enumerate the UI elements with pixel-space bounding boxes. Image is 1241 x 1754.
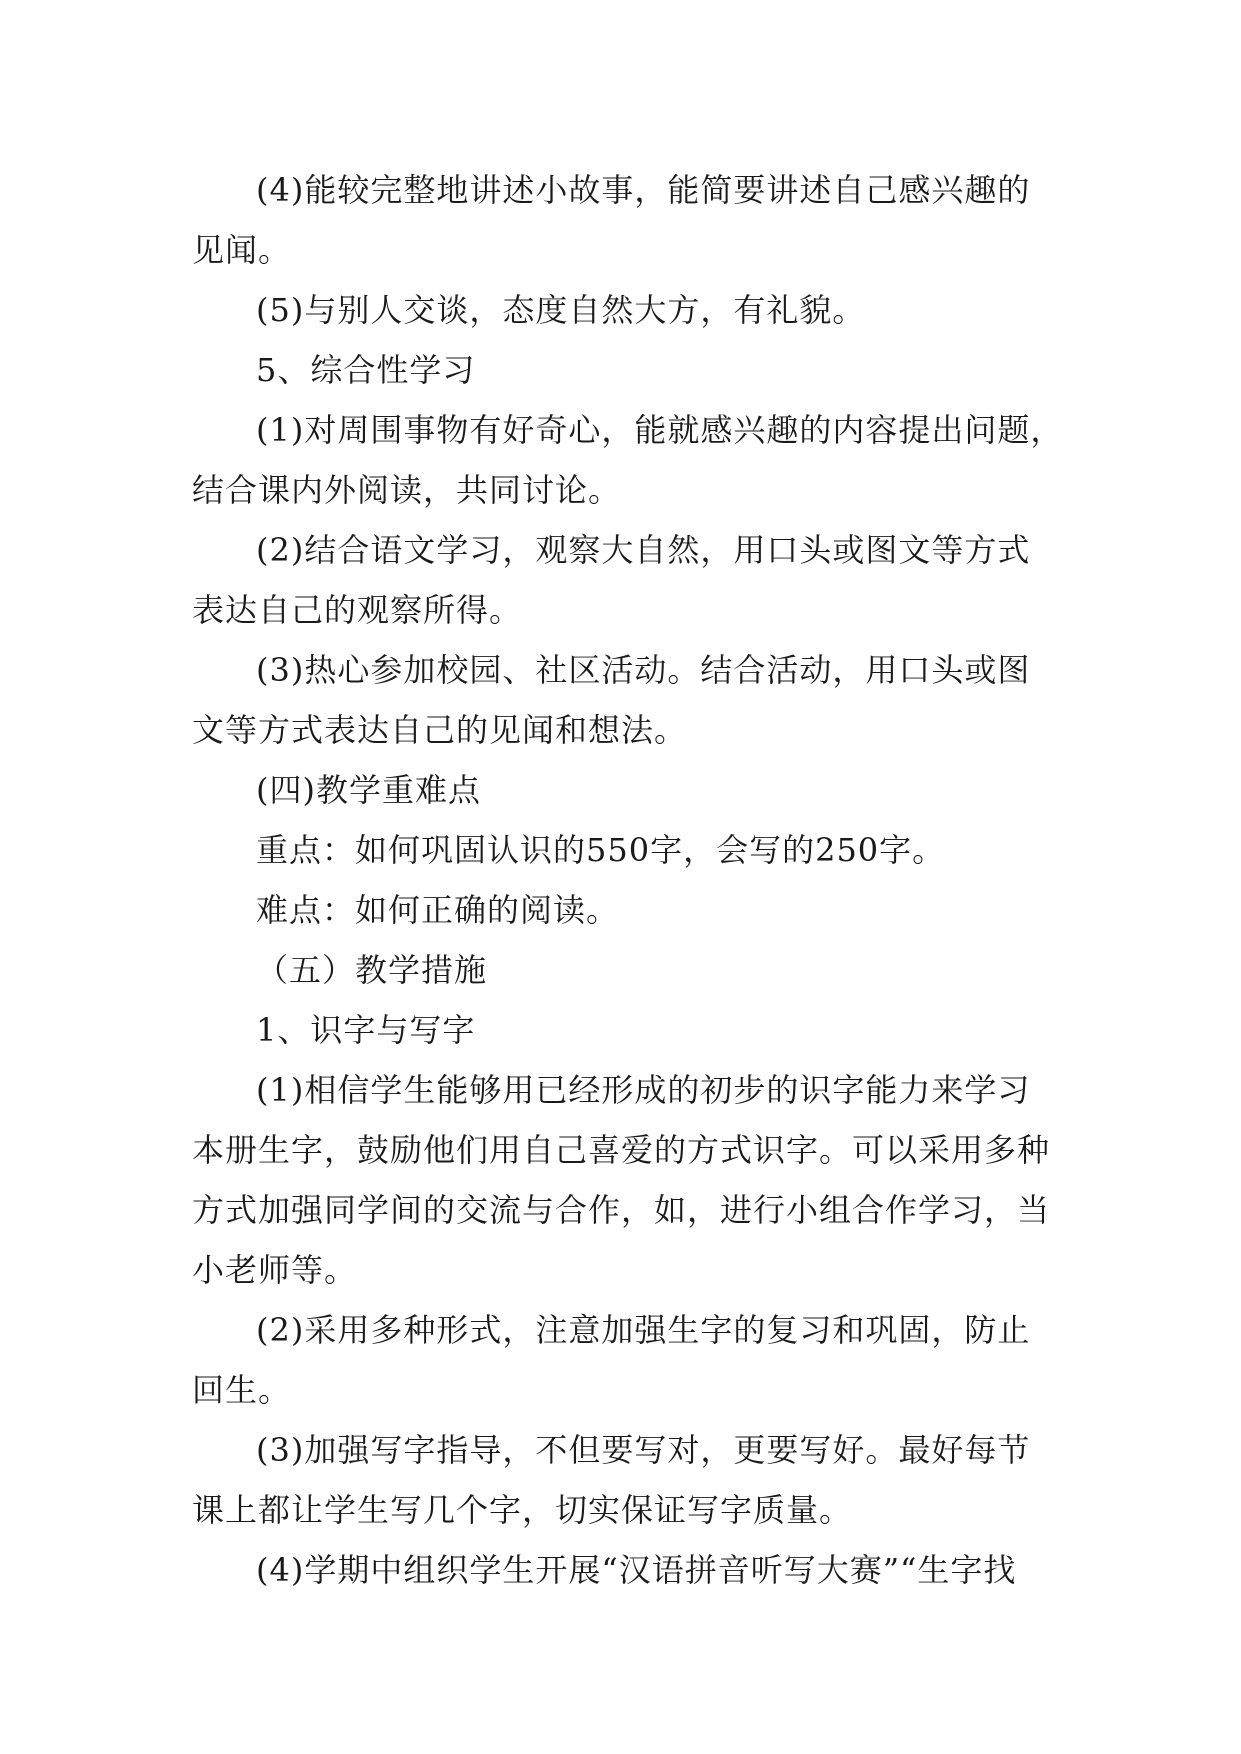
text-line: 课上都让学生写几个字，切实保证写字质量。 (192, 1491, 853, 1529)
text-line: 回生。 (192, 1371, 292, 1409)
text-line: 文等方式表达自己的见闻和想法。 (192, 711, 688, 749)
text-line: (5)与别人交谈，态度自然大方，有礼貌。 (256, 291, 866, 329)
text-line: (3)热心参加校园、社区活动。结合活动，用口头或图 (256, 651, 1031, 689)
text-line: (3)加强写字指导，不但要写对，更要写好。最好每节 (256, 1431, 1031, 1469)
text-line: 难点：如何正确的阅读。 (256, 891, 620, 929)
text-line: (2)采用多种形式，注意加强生字的复习和巩固，防止 (256, 1311, 1031, 1349)
text-line: 本册生字，鼓励他们用自己喜爱的方式识字。可以采用多种 (192, 1131, 1051, 1169)
text-line: (4)学期中组织学生开展“汉语拼音听写大赛”“生字找 (256, 1551, 1017, 1589)
text-line: (1)对周围事物有好奇心，能就感兴趣的内容提出问题， (256, 411, 1064, 449)
text-line: 方式加强同学间的交流与合作，如，进行小组合作学习，当 (192, 1191, 1051, 1229)
section-heading: (四)教学重难点 (256, 771, 481, 809)
text-line: (4)能较完整地讲述小故事，能简要讲述自己感兴趣的 (256, 171, 1031, 209)
text-line: 表达自己的观察所得。 (192, 591, 523, 629)
text-line: 见闻。 (192, 231, 292, 269)
section-heading: （五）教学措施 (256, 951, 488, 989)
text-line: (1)相信学生能够用已经形成的初步的识字能力来学习 (256, 1071, 1031, 1109)
text-line: 重点：如何巩固认识的550字，会写的250字。 (256, 831, 946, 869)
text-line: (2)结合语文学习，观察大自然，用口头或图文等方式 (256, 531, 1031, 569)
text-line: 结合课内外阅读，共同讨论。 (192, 471, 622, 509)
text-line: 小老师等。 (192, 1251, 358, 1289)
section-heading: 5、综合性学习 (256, 351, 476, 389)
section-heading: 1、识字与写字 (256, 1011, 476, 1049)
